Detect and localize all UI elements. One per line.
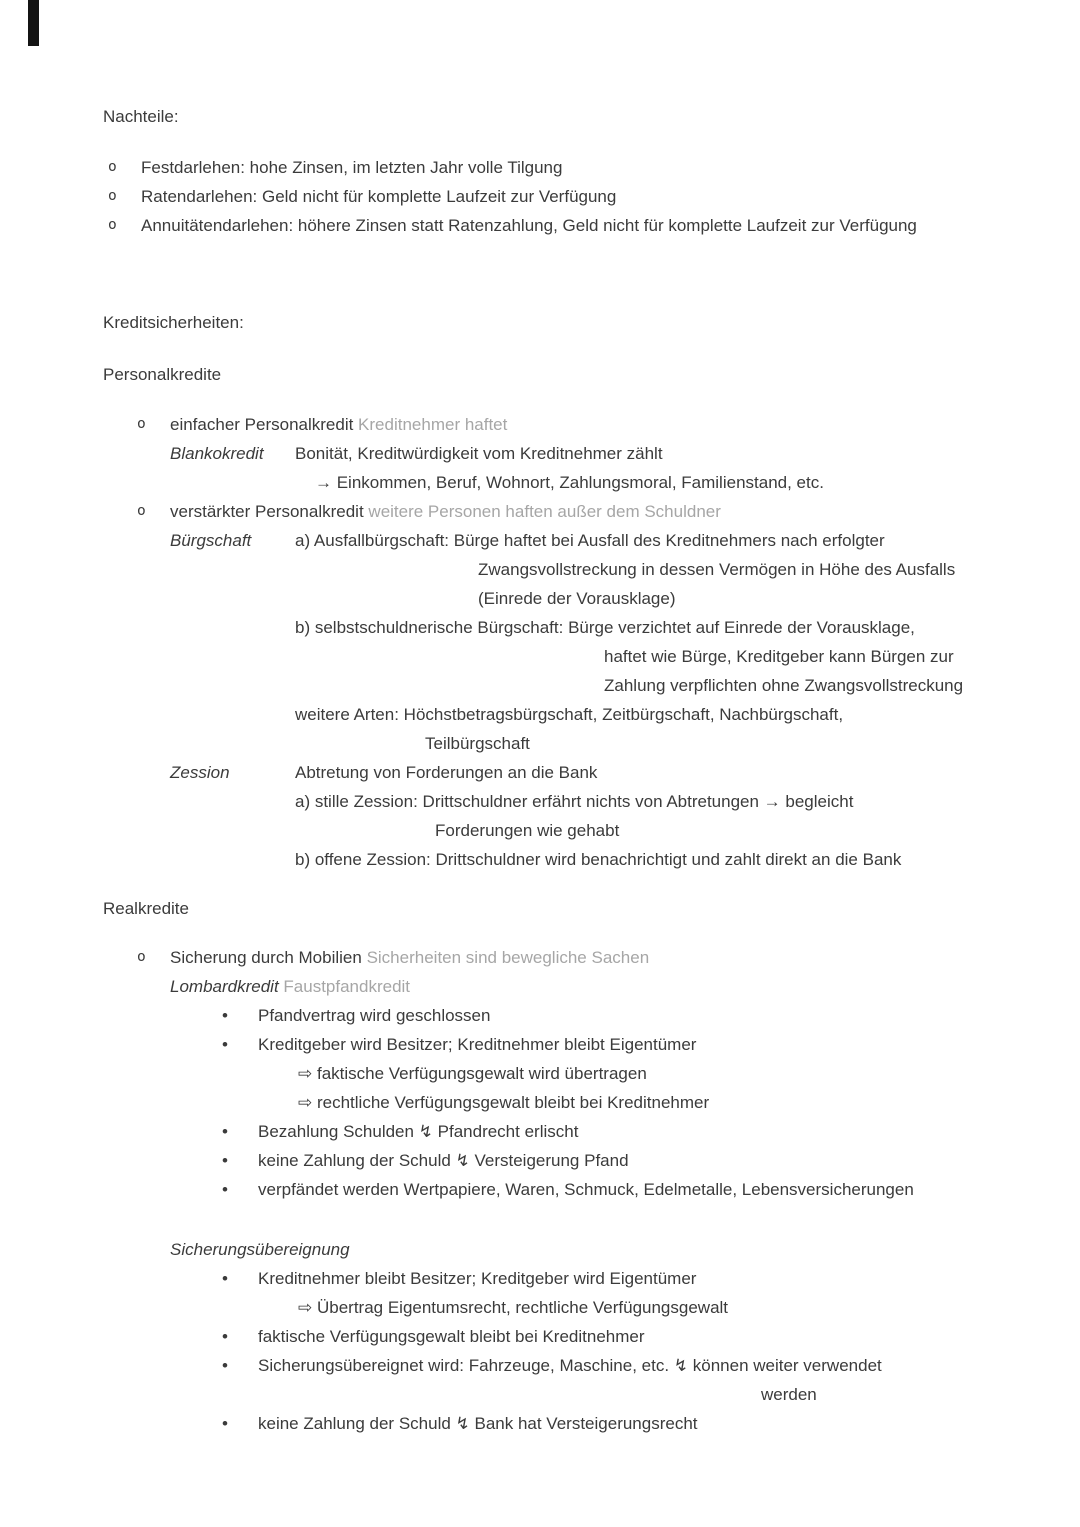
text-segment: (Einrede der Vorausklage)	[478, 589, 676, 608]
text-segment: Bonität, Kreditwürdigkeit vom Kreditnehmer zählt	[295, 444, 663, 463]
text-segment: Nachteile:	[103, 107, 179, 126]
text-line	[0, 439, 1080, 468]
text-line	[0, 1175, 1080, 1204]
text-segment: Zahlung verpflichten ohne Zwangsvollstreckung	[604, 676, 964, 695]
text-segment: a) stille Zession: Drittschuldner erfährt nichts von Abtretungen → begleicht	[295, 792, 854, 811]
text-line	[0, 584, 1080, 613]
text-line	[0, 1088, 1080, 1117]
text-segment: ⇨ rechtliche Verfügungsgewalt bleibt bei Kreditnehmer	[298, 1093, 710, 1112]
text-segment: Blankokredit	[170, 444, 264, 463]
text-line	[0, 1146, 1080, 1175]
text-segment: keine Zahlung der Schuld ↯ Bank hat Versteigerungsrecht	[258, 1414, 698, 1433]
text-segment: Personalkredite	[103, 365, 222, 384]
text-segment: Pfandvertrag wird geschlossen	[258, 1006, 491, 1025]
bullet-marker: •	[222, 1180, 228, 1199]
text-line	[0, 758, 1080, 787]
text-line	[0, 102, 1080, 131]
text-segment: Sicherheiten sind bewegliche Sachen	[361, 948, 650, 967]
text-segment: Kreditsicherheiten:	[103, 313, 244, 332]
text-segment: Realkredite	[103, 899, 189, 918]
text-segment: b) selbstschuldnerische Bürgschaft: Bürge verzichtet auf Einrede der Vorausklage,	[295, 618, 915, 637]
text-line	[0, 671, 1080, 700]
text-line	[0, 182, 1080, 211]
text-segment: verpfändet werden Wertpapiere, Waren, Schmuck, Edelmetalle, Lebensversicherungen	[258, 1180, 914, 1199]
text-segment: werden	[761, 1385, 817, 1404]
text-segment: → Einkommen, Beruf, Wohnort, Zahlungsmoral, Familienstand, etc.	[315, 473, 824, 492]
text-line	[0, 211, 1080, 240]
text-segment: keine Zahlung der Schuld ↯ Versteigerung Pfand	[258, 1151, 629, 1170]
text-line	[0, 642, 1080, 671]
text-segment: Sicherung durch Mobilien	[170, 948, 362, 967]
text-line	[0, 1322, 1080, 1351]
text-segment: ⇨ faktische Verfügungsgewalt wird übertragen	[298, 1064, 647, 1083]
document-content	[0, 102, 1080, 1438]
text-segment: Kreditgeber wird Besitzer; Kreditnehmer bleibt Eigentümer	[258, 1035, 697, 1054]
text-line	[0, 845, 1080, 874]
text-segment: Teilbürgschaft	[425, 734, 530, 753]
text-segment: weitere Personen haften außer dem Schuldner	[363, 502, 721, 521]
text-line	[0, 1264, 1080, 1293]
text-line	[0, 497, 1080, 526]
text-segment: Bezahlung Schulden ↯ Pfandrecht erlischt	[258, 1122, 579, 1141]
text-segment: a) Ausfallbürgschaft: Bürge haftet bei Ausfall des Kreditnehmers nach erfolgter	[295, 531, 885, 550]
text-segment: Sicherungsübereignung	[170, 1240, 350, 1259]
text-segment: weitere Arten: Höchstbetragsbürgschaft, Zeitbürgschaft, Nachbürgschaft,	[295, 705, 844, 724]
bullet-marker: •	[222, 1327, 228, 1346]
text-segment: b) offene Zession: Drittschuldner wird benachrichtigt und zahlt direkt an die Bank	[295, 850, 902, 869]
text-line	[0, 555, 1080, 584]
text-segment: Zwangsvollstreckung in dessen Vermögen in Höhe des Ausfalls	[478, 560, 956, 579]
bullet-marker: •	[222, 1269, 228, 1288]
text-segment: Forderungen wie gehabt	[435, 821, 620, 840]
bullet-marker: •	[222, 1122, 228, 1141]
text-line	[0, 613, 1080, 642]
text-line	[0, 816, 1080, 845]
text-line	[0, 1293, 1080, 1322]
bullet-marker: •	[222, 1414, 228, 1433]
text-segment: Sicherungsübereignet wird: Fahrzeuge, Maschine, etc. ↯ können weiter verwendet	[258, 1356, 882, 1375]
text-line	[0, 787, 1080, 816]
text-segment: Zession	[170, 763, 230, 782]
circle-marker: o	[137, 416, 146, 432]
text-line	[0, 894, 1080, 923]
text-line	[0, 360, 1080, 389]
circle-marker: o	[108, 188, 117, 204]
bullet-marker: •	[222, 1151, 228, 1170]
text-segment: Abtretung von Forderungen an die Bank	[295, 763, 598, 782]
text-segment: verstärkter Personalkredit	[170, 502, 364, 521]
text-segment: Ratendarlehen: Geld nicht für komplette Laufzeit zur Verfügung	[141, 187, 617, 206]
bullet-marker: •	[222, 1356, 228, 1375]
text-line	[0, 943, 1080, 972]
text-line	[0, 729, 1080, 758]
text-segment: Lombardkredit	[170, 977, 279, 996]
text-segment: ⇨ Übertrag Eigentumsrecht, rechtliche Verfügungsgewalt	[298, 1298, 729, 1317]
text-line	[0, 308, 1080, 337]
text-line	[0, 526, 1080, 555]
bullet-marker: •	[222, 1035, 228, 1054]
text-segment: Faustpfandkredit	[278, 977, 411, 996]
text-segment: Bürgschaft	[170, 531, 252, 550]
text-line	[0, 972, 1080, 1001]
circle-marker: o	[108, 217, 117, 233]
text-line	[0, 1409, 1080, 1438]
page-corner-mark	[28, 0, 39, 46]
bullet-marker: •	[222, 1006, 228, 1025]
text-segment: Festdarlehen: hohe Zinsen, im letzten Jahr volle Tilgung	[141, 158, 563, 177]
text-line	[0, 1059, 1080, 1088]
text-segment: Annuitätendarlehen: höhere Zinsen statt Ratenzahlung, Geld nicht für komplette Laufzeit zur Verfügung	[141, 216, 917, 235]
text-line	[0, 1351, 1080, 1380]
text-line	[0, 410, 1080, 439]
text-line	[0, 1380, 1080, 1409]
text-segment: Kreditnehmer haftet	[353, 415, 508, 434]
circle-marker: o	[137, 949, 146, 965]
text-line	[0, 1030, 1080, 1059]
circle-marker: o	[108, 159, 117, 175]
text-segment: Kreditnehmer bleibt Besitzer; Kreditgeber wird Eigentümer	[258, 1269, 697, 1288]
text-segment: haftet wie Bürge, Kreditgeber kann Bürgen zur	[604, 647, 954, 666]
text-segment: faktische Verfügungsgewalt bleibt bei Kreditnehmer	[258, 1327, 645, 1346]
text-line	[0, 1001, 1080, 1030]
text-line	[0, 1117, 1080, 1146]
text-segment: einfacher Personalkredit	[170, 415, 354, 434]
text-line	[0, 1235, 1080, 1264]
text-line	[0, 153, 1080, 182]
circle-marker: o	[137, 503, 146, 519]
text-line	[0, 700, 1080, 729]
text-line	[0, 468, 1080, 497]
